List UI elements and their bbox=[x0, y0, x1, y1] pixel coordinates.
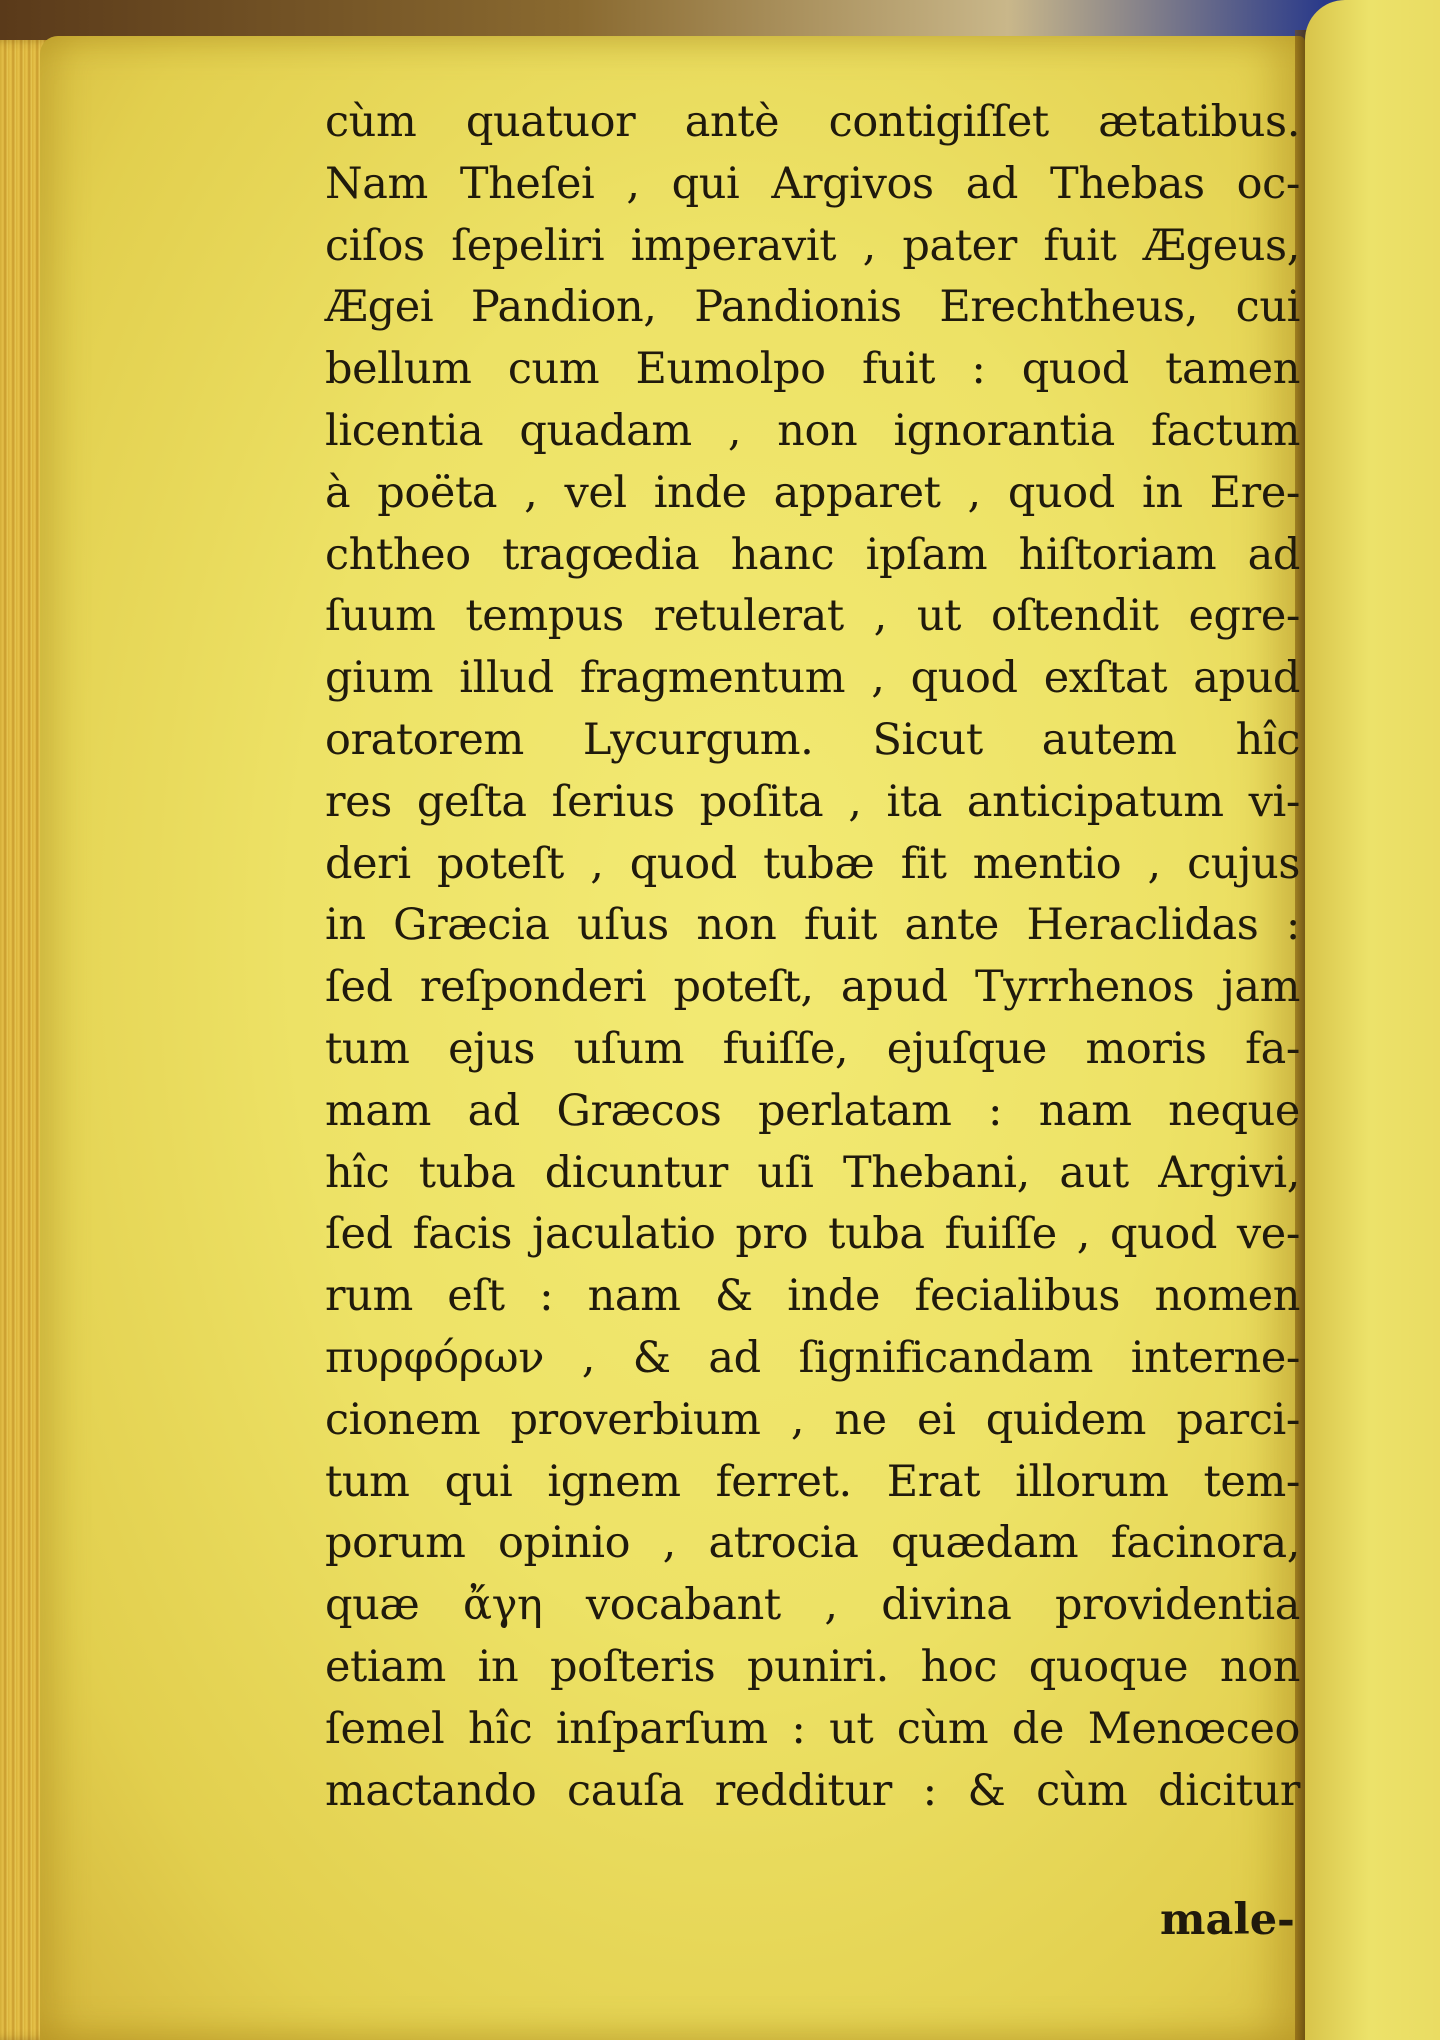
text-line: ſuum tempus retulerat , ut oſtendit egre- bbox=[325, 591, 1300, 642]
text-line: mam ad Græcos perlatam : nam neque bbox=[325, 1085, 1300, 1136]
text-line: Ægei Pandion, Pandionis Erechtheus, cui bbox=[325, 282, 1300, 333]
text-line: ſed facis jaculatio pro tuba fuiſſe , quod ve- bbox=[325, 1209, 1300, 1260]
text-line: cùm quatuor antè contigiſſet ætatibus. bbox=[325, 97, 1300, 147]
text-line: πυρφόρων , & ad ſignificandam interne- bbox=[325, 1332, 1300, 1383]
text-line: à poëta , vel inde apparet , quod in Ere- bbox=[325, 467, 1300, 518]
text-line: cionem proverbium , ne ei quidem parci- bbox=[325, 1394, 1300, 1445]
text-line: tum qui ignem ferret. Erat illorum tem- bbox=[325, 1456, 1300, 1507]
text-line: mactando cauſa redditur : & cùm dicitur bbox=[325, 1765, 1300, 1816]
page-body-text bbox=[325, 92, 1300, 1822]
text-line: licentia quadam , non ignorantia factum bbox=[325, 405, 1300, 456]
text-line: in Græcia uſus non fuit ante Heraclidas : bbox=[325, 900, 1300, 951]
text-line: Nam Theſei , qui Argivos ad Thebas oc- bbox=[325, 158, 1300, 209]
text-line: ſemel hîc inſparſum : ut cùm de Menœceo bbox=[325, 1703, 1300, 1754]
text-line: deri poteſt , quod tubæ fit mentio , cujus bbox=[325, 838, 1300, 889]
catchword: male- bbox=[1160, 1895, 1295, 1945]
text-line: tum ejus uſum fuiſſe, ejuſque moris fa- bbox=[325, 1023, 1300, 1074]
text-line: rum eſt : nam & inde fecialibus nomen bbox=[325, 1271, 1300, 1322]
text-line: oratorem Lycurgum. Sicut autem hîc bbox=[325, 714, 1300, 765]
text-line: res geſta ſerius poſita , ita anticipatum vi- bbox=[325, 776, 1300, 827]
right-page bbox=[1305, 0, 1440, 2040]
text-line: chtheo tragœdia hanc ipſam hiſtoriam ad bbox=[325, 529, 1300, 580]
text-line: porum opinio , atrocia quædam facinora, bbox=[325, 1518, 1300, 1569]
text-line: hîc tuba dicuntur uſi Thebani, aut Argivi, bbox=[325, 1147, 1300, 1198]
text-line: gium illud fragmentum , quod exſtat apud bbox=[325, 653, 1300, 704]
text-line: ciſos ſepeliri imperavit , pater fuit Ægeus, bbox=[325, 220, 1300, 271]
text-line: bellum cum Eumolpo fuit : quod tamen bbox=[325, 344, 1300, 395]
text-line: ſed reſponderi poteſt, apud Tyrrhenos jam bbox=[325, 962, 1300, 1013]
text-line: quæ ἄγη vocabant , divina providentia bbox=[325, 1580, 1300, 1631]
text-line: etiam in poſteris puniri. hoc quoque non bbox=[325, 1641, 1300, 1692]
